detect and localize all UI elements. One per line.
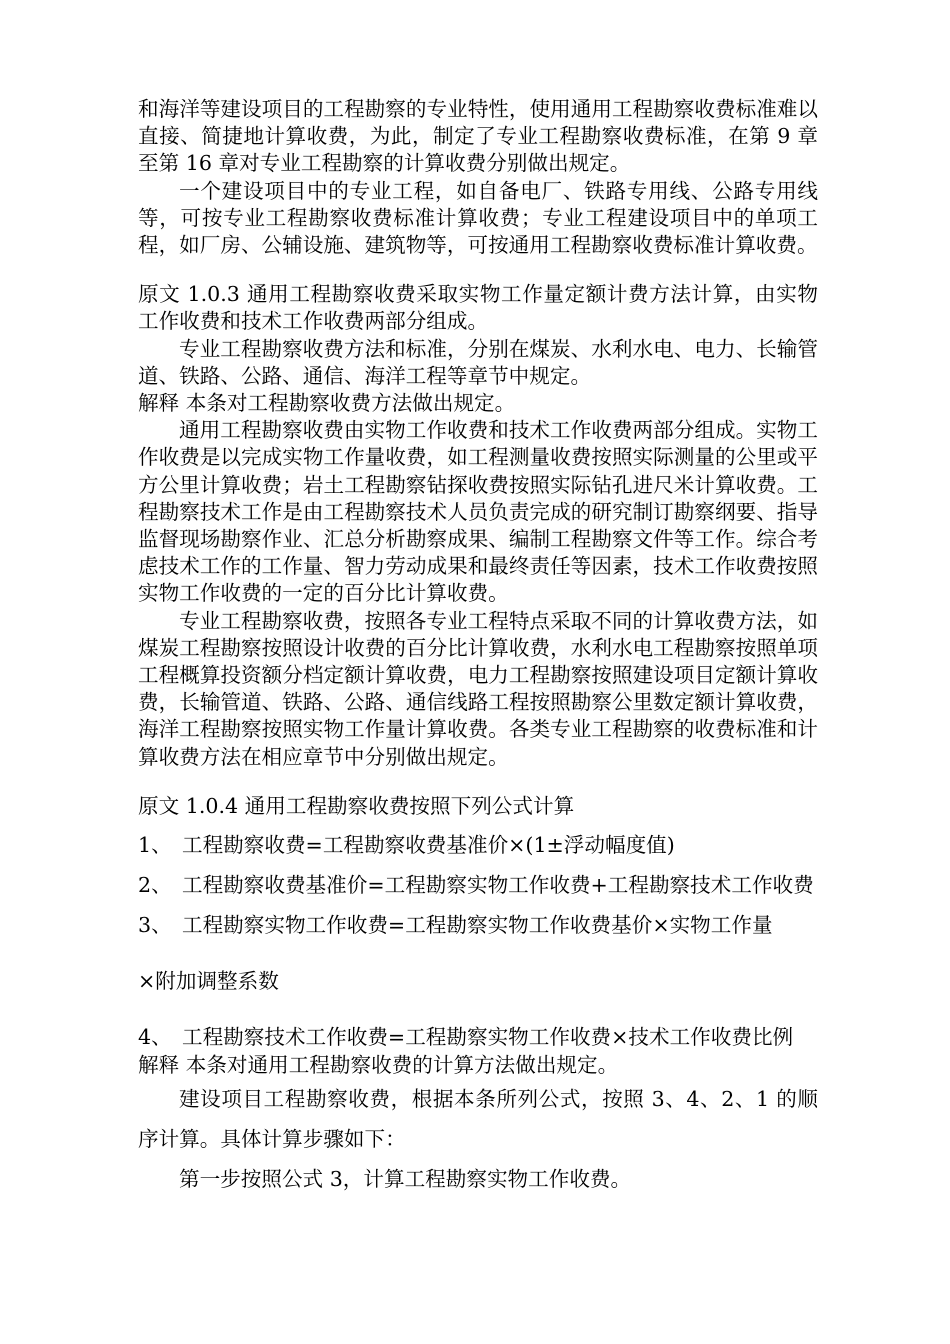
- paragraph-original-1-0-4: 原文 1.0.4 通用工程勘察收费按照下列公式计算: [138, 793, 575, 818]
- formula-text: 工程勘察实物工作收费=工程勘察实物工作收费基价×实物工作量: [182, 913, 773, 938]
- formula-text: 工程勘察技术工作收费=工程勘察实物工作收费×技术工作收费比例: [182, 1025, 794, 1050]
- document-page: [138, 96, 818, 1199]
- formula-3: [138, 910, 818, 940]
- paragraph-specialty-intro: 和海洋等建设项目的工程勘察的专业特性，使用通用工程勘察收费标准难以直接、简捷地计算收费，为此，制定了专业工程勘察收费标准，在第 9 章至第 16 章对专业工程勘察的计算收费分别做出规定。: [138, 97, 818, 176]
- formula-1: [138, 830, 818, 860]
- paragraph-specialty-fee: 专业工程勘察收费，按照各专业工程特点采取不同的计算收费方法，如煤炭工程勘察按照设计收费的百分比计算收费，水利水电工程勘察按照单项工程概算投资额分档定额计算收费，电力工程勘察按照建设项目定额计算收费，长输管道、铁路、公路、通信线路工程按照勘察公里数定额计算收费，海洋工程勘察按照实物工作量计算收费。各类专业工程勘察的收费标准和计算收费方法在相应章节中分别做出规定。: [138, 608, 818, 769]
- formula-text: 工程勘察收费=工程勘察收费基准价×(1±浮动幅度值): [182, 833, 675, 858]
- paragraph-original-1-0-3: 原文 1.0.3 通用工程勘察收费采取实物工作量定额计费方法计算，由实物工作收费和技术工作收费两部分组成。: [138, 282, 818, 334]
- formula-4: [138, 1022, 818, 1052]
- paragraph-explanation-formula: 解释 本条对通用工程勘察收费的计算方法做出规定。: [138, 1053, 619, 1078]
- formula-text: 工程勘察收费基准价=工程勘察实物工作收费+工程勘察技术工作收费: [182, 873, 814, 898]
- formula-2: [138, 870, 818, 900]
- formula-number: 1、: [138, 833, 172, 858]
- paragraph-specialty-method: 专业工程勘察收费方法和标准，分别在煤炭、水利水电、电力、长输管道、铁路、公路、通信、海洋工程等章节中规定。: [138, 336, 818, 388]
- formula-number: 3、: [138, 913, 172, 938]
- paragraph-project-example: 一个建设项目中的专业工程，如自备电厂、铁路专用线、公路专用线等，可按专业工程勘察收费标准计算收费；专业工程建设项目中的单项工程，如厂房、公辅设施、建筑物等，可按通用工程勘察收费标准计算收费。: [138, 178, 818, 258]
- formula-number: 4、: [138, 1025, 172, 1050]
- formula-3-continuation: ×附加调整系数: [138, 969, 279, 994]
- formula-number: 2、: [138, 873, 172, 898]
- paragraph-general-fee: 通用工程勘察收费由实物工作收费和技术工作收费两部分组成。实物工作收费是以完成实物工作量收费，如工程测量收费按照实际测量的公里或平方公里计算收费；岩土工程勘察钻探收费按照实际钻孔进尺米计算收费。工程勘察技术工作是由工程勘察技术人员负责完成的研究制订勘察纲要、指导监督现场勘察作业、汇总分析勘察成果、编制工程勘察文件等工作。综合考虑技术工作的工作量、智力劳动成果和最终责任等因素，技术工作收费按照实物工作收费的一定的百分比计算收费。: [138, 418, 818, 606]
- paragraph-explanation-heading: 解释 本条对工程勘察收费方法做出规定。: [138, 391, 516, 416]
- paragraph-step-one: 第一步按照公式 3，计算工程勘察实物工作收费。: [179, 1167, 632, 1192]
- paragraph-calc-order: 建设项目工程勘察收费，根据本条所列公式，按照 3、4、2、1 的顺序计算。具体计算步骤如下：: [138, 1087, 818, 1152]
